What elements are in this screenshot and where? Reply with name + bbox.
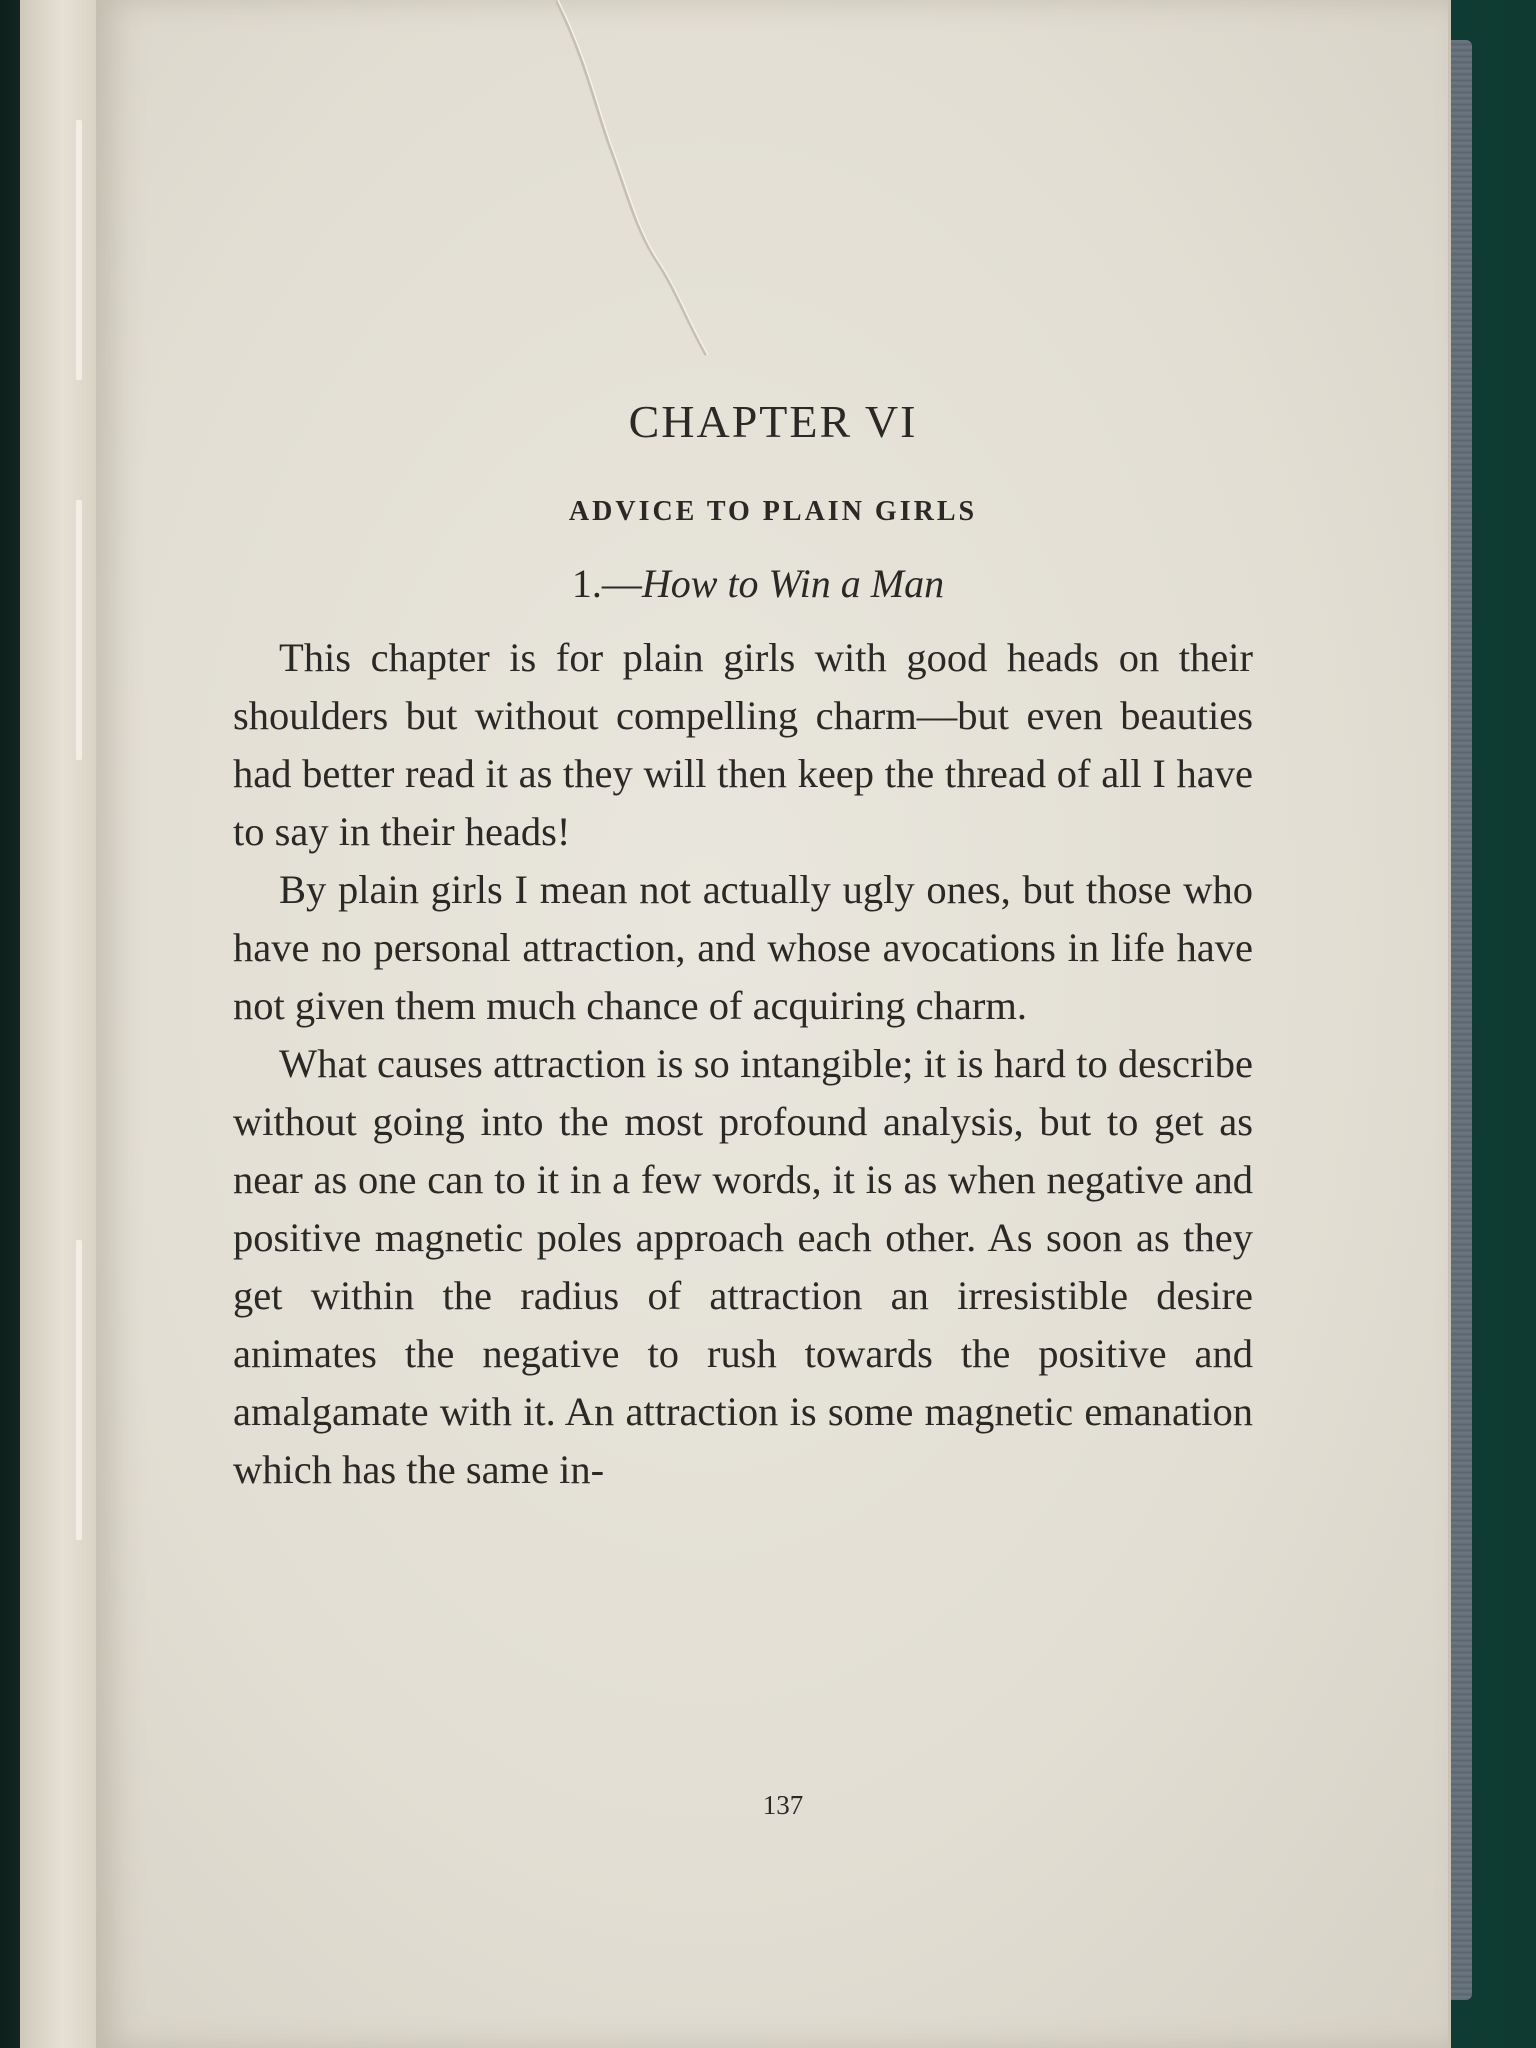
paragraph: This chapter is for plain girls with good heads on their shoulders but without compelling charm—but even beauties had better read it as they will then keep the thread of all I have to say in their heads! [233,635,1253,854]
paragraph: By plain girls I mean not actually ugly ones, but those who have no personal attraction, and whose avocations in life have not given them much chance of acquiring charm. [233,867,1253,1028]
binding-stitch [76,1240,82,1540]
page-crease [556,0,716,360]
subsection-title: How to Win a Man [641,561,945,606]
paragraph: What causes attraction is so intangible; it is hard to describe without going into the most profound analysis, but to get as near as one can to it in a few words, it is as when negative and positive magnetic poles approach each other. As soon as they get within the radius of attraction an irresistible desire animates the negative to rush towards the positive and amalgamate with it. An attraction is some magnetic emanation which has the same in- [233,1041,1253,1492]
book-page [96,0,1451,2048]
subsection-number: 1.— [571,561,642,606]
section-title: ADVICE TO PLAIN GIRLS [568,496,978,527]
page-number: 137 [762,1790,804,1820]
facing-page-edge [20,0,100,2048]
page-text [233,395,1253,1499]
binding-stitch [76,120,82,380]
binding-stitch [76,500,82,760]
subsection-heading [233,560,1253,607]
chapter-title: CHAPTER VI [628,396,918,447]
